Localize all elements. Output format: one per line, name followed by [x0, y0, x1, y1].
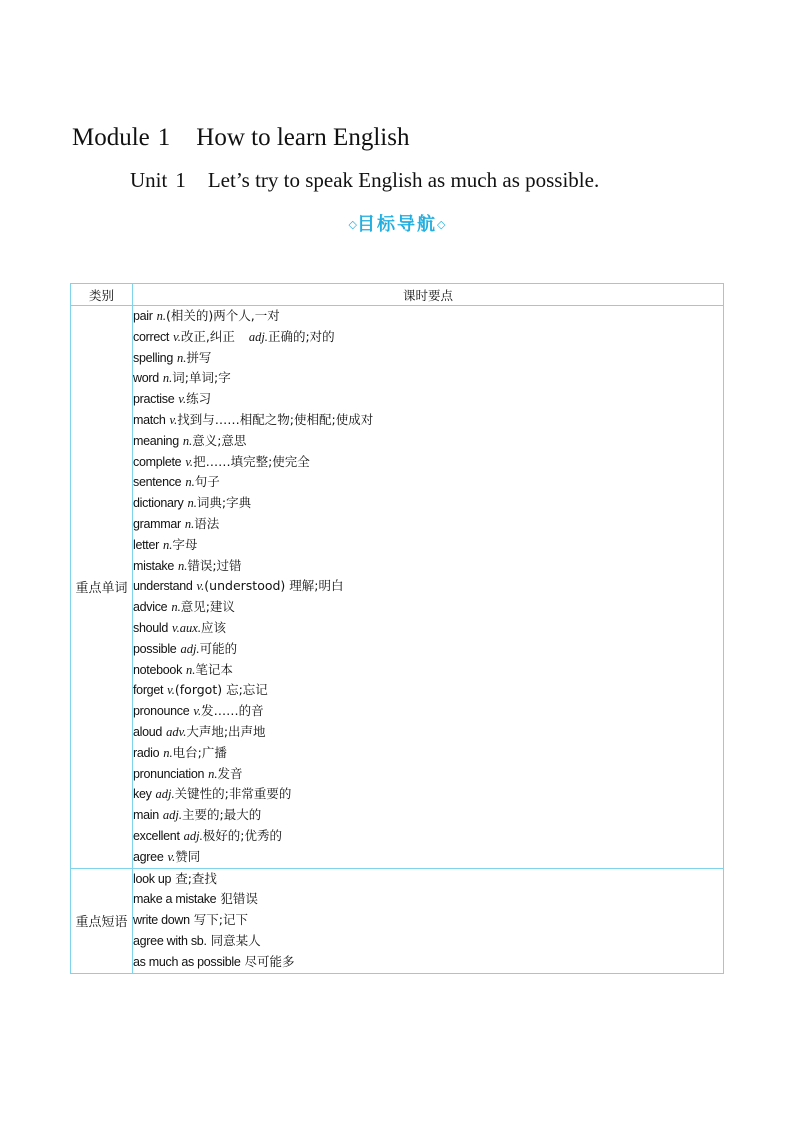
- word-text: complete: [133, 454, 182, 469]
- word-item: [133, 784, 723, 805]
- meaning-text: (相关的)两个人,一对: [166, 308, 280, 323]
- module-name: How to learn English: [196, 124, 410, 151]
- part-of-speech: n.: [156, 309, 167, 323]
- word-item: [133, 660, 723, 681]
- meaning-text: 把……填完整;使完全: [193, 453, 310, 469]
- part-of-speech: n.: [162, 371, 173, 386]
- section-title: [0, 210, 794, 236]
- part-of-speech: n.: [162, 537, 173, 552]
- word-text: sentence: [133, 475, 182, 490]
- word-item: [133, 493, 723, 514]
- word-text: should: [133, 620, 169, 635]
- phrase-text: look up: [133, 871, 172, 886]
- word-text: pronunciation: [133, 766, 205, 781]
- word-text: aloud: [133, 724, 163, 739]
- meaning-text: 笔记本: [195, 661, 233, 677]
- part-of-speech: v.: [178, 392, 187, 407]
- word-item: [133, 680, 723, 701]
- word-item: [133, 327, 723, 348]
- unit-title: [130, 168, 599, 193]
- word-item: [133, 368, 723, 389]
- meaning-text: 极好的;优秀的: [202, 827, 282, 843]
- part-of-speech: adj.: [155, 787, 175, 802]
- items-cell: [133, 868, 724, 973]
- items-cell: [133, 306, 724, 869]
- diamond-right-icon: ◇: [437, 218, 446, 231]
- phrase-text: make a mistake: [133, 892, 217, 907]
- word-item: [133, 805, 723, 826]
- meaning-text: 意义;意思: [192, 432, 247, 448]
- module-label: Module: [72, 124, 150, 151]
- word-text: possible: [133, 641, 177, 656]
- meaning-text: 写下;记下: [193, 912, 248, 928]
- word-item: [133, 514, 723, 535]
- meaning-text: 词典;字典: [196, 495, 252, 511]
- part-of-speech: adj.: [248, 329, 268, 344]
- word-text: match: [133, 412, 166, 427]
- module-title: [72, 124, 409, 152]
- word-item: [133, 722, 723, 743]
- word-text: grammar: [133, 516, 181, 531]
- word-item: [133, 576, 723, 597]
- meaning-text: 同意某人: [210, 932, 261, 948]
- meaning-text: 尽可能多: [244, 953, 295, 969]
- phrase-item: [133, 931, 723, 952]
- meaning-text: 电台;广播: [172, 744, 227, 760]
- header-points: 课时要点: [133, 284, 724, 306]
- word-text: pronounce: [133, 704, 190, 719]
- word-text: key: [133, 787, 152, 802]
- word-item: [133, 556, 723, 577]
- word-item: [133, 410, 723, 431]
- part-of-speech: v.: [173, 329, 181, 344]
- word-item: [133, 472, 723, 493]
- word-item: [133, 306, 723, 327]
- word-text: dictionary: [133, 496, 184, 511]
- word-text: practise: [133, 392, 175, 407]
- meaning-text: 赞同: [175, 848, 201, 864]
- phrase-item: [133, 869, 723, 890]
- meaning-text: 大声地;出声地: [186, 723, 266, 739]
- word-item: [133, 847, 723, 868]
- word-text: correct: [133, 329, 170, 344]
- part-of-speech: adj.: [183, 828, 203, 843]
- meaning-text: 词;单词;字: [172, 370, 231, 386]
- part-of-speech: v.aux.: [172, 620, 201, 635]
- part-of-speech: adv.: [166, 724, 187, 739]
- meaning-text: 可能的: [199, 640, 238, 656]
- part-of-speech: n.: [208, 766, 218, 781]
- word-item: [133, 431, 723, 452]
- part-of-speech: v.: [167, 683, 175, 698]
- word-item: [133, 826, 723, 847]
- part-of-speech: n.: [182, 433, 193, 448]
- word-item: [133, 639, 723, 660]
- meaning-text: 发音: [217, 765, 243, 781]
- section-label: 目标导航: [357, 214, 437, 235]
- part-of-speech: v.: [196, 579, 205, 594]
- part-of-speech: n.: [163, 745, 173, 760]
- phrase-text: write down: [133, 913, 190, 928]
- word-item: [133, 743, 723, 764]
- word-text: excellent: [133, 828, 180, 843]
- part-of-speech: n.: [177, 558, 188, 573]
- meaning-text: 句子: [194, 474, 220, 490]
- meaning-text: 主要的;最大的: [182, 807, 262, 823]
- vocabulary-table: [70, 283, 724, 974]
- meaning-text: 错误;过错: [187, 557, 242, 573]
- word-item: [133, 618, 723, 639]
- unit-name: Let’s try to speak English as much as possible.: [207, 168, 600, 192]
- part-of-speech: n.: [171, 600, 181, 615]
- unit-number: 1: [175, 168, 186, 192]
- word-item: [133, 389, 723, 410]
- meaning-text: 正确的;对的: [267, 328, 335, 344]
- part-of-speech: adj.: [180, 641, 200, 656]
- meaning-text: 意见;建议: [180, 599, 235, 615]
- word-text: main: [133, 808, 159, 823]
- part-of-speech: n.: [185, 475, 195, 490]
- header-category: 类别: [71, 284, 133, 306]
- part-of-speech: n.: [186, 662, 196, 677]
- meaning-text: 拼写: [186, 349, 212, 365]
- group-row-words: [71, 306, 724, 869]
- word-text: pair: [133, 309, 153, 323]
- part-of-speech: n.: [176, 350, 187, 365]
- word-text: agree: [133, 849, 164, 864]
- meaning-text: 字母: [172, 536, 198, 552]
- word-item: [133, 764, 723, 785]
- part-of-speech: n.: [187, 496, 197, 511]
- unit-label: Unit: [130, 168, 168, 192]
- word-text: letter: [133, 537, 159, 552]
- word-text: radio: [133, 745, 160, 760]
- meaning-text: 犯错误: [220, 891, 258, 907]
- word-text: notebook: [133, 662, 183, 677]
- meaning-text: (forgot) 忘;忘记: [174, 682, 268, 698]
- word-item: [133, 348, 723, 369]
- meaning-text: 关键性的;非常重要的: [174, 786, 292, 802]
- meaning-text: (understood) 理解;明白: [204, 578, 344, 594]
- meaning-text: 找到与……相配之物;使相配;使成对: [177, 411, 374, 427]
- meaning-text: 查;查找: [175, 870, 217, 886]
- meaning-text: 语法: [194, 515, 220, 531]
- word-item: [133, 535, 723, 556]
- meaning-text: 应该: [200, 619, 226, 635]
- part-of-speech: v.: [185, 454, 194, 469]
- meaning-text: 发……的音: [201, 703, 264, 719]
- phrase-text: agree with sb.: [133, 933, 207, 948]
- word-text: forget: [133, 683, 164, 698]
- category-cell: 重点短语: [71, 868, 133, 973]
- table-header-row: [71, 284, 724, 306]
- part-of-speech: n.: [184, 516, 195, 531]
- word-text: understand: [133, 579, 193, 594]
- word-text: word: [133, 371, 159, 386]
- word-text: meaning: [133, 433, 179, 448]
- word-text: spelling: [133, 350, 173, 365]
- word-text: mistake: [133, 558, 174, 573]
- meaning-text: 练习: [186, 391, 212, 407]
- category-cell: 重点单词: [71, 306, 133, 869]
- module-number: 1: [157, 124, 171, 151]
- phrase-item: [133, 952, 723, 973]
- phrase-text: as much as possible: [133, 954, 241, 969]
- phrase-item: [133, 889, 723, 910]
- group-row-phrases: [71, 868, 724, 973]
- part-of-speech: adj.: [162, 808, 182, 823]
- word-text: advice: [133, 600, 168, 615]
- meaning-text: 改正,纠正: [180, 328, 235, 344]
- word-item: [133, 597, 723, 618]
- part-of-speech: v.: [167, 849, 176, 864]
- part-of-speech: v.: [193, 704, 202, 719]
- word-item: [133, 452, 723, 473]
- phrase-item: [133, 910, 723, 931]
- diamond-left-icon: ◇: [348, 218, 357, 231]
- part-of-speech: v.: [169, 412, 178, 427]
- word-item: [133, 701, 723, 722]
